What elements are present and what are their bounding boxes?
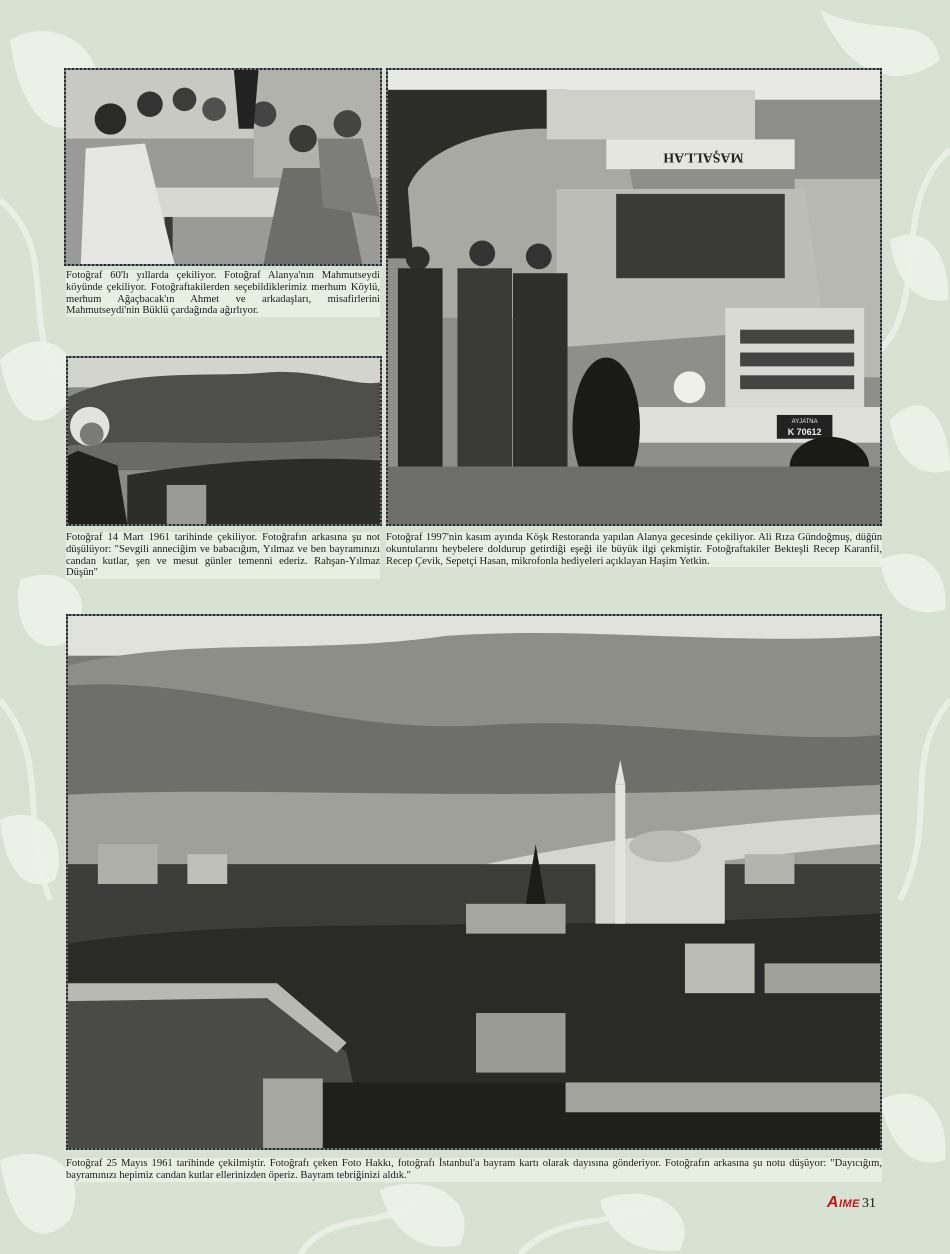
page-number: 31: [862, 1196, 876, 1211]
page-footer: [827, 1194, 876, 1212]
photo-truck: [386, 68, 882, 526]
magazine-logo: AIME: [826, 1194, 860, 1211]
photo-panorama-castle: [66, 614, 882, 1150]
caption-photo-3: Fotoğraf 1997'nin kasım ayında Köşk Restoranda yapılan Alanya gecesinde çekiliyor. Ali Rıza Gündoğmuş, düğün okuntularını heybelere doldurup getirdiği eşeği ile büyük ilgi çekmiştir. Fotoğraftakiler Bekteşli Recep Karanfil, Recep Çevik, Sepetçi Hasan, mikrofonla hediyeleri açıklayan Haşim Yetkin.: [386, 532, 882, 567]
caption-photo-1: Fotoğraf 60'lı yıllarda çekiliyor. Fotoğraf Alanya'nın Mahmutseydi köyünde çekiliyor. Fotoğraftakilerden seçebildiklerimiz merhum Köylü, merhum Ağaçbacak'ın Ahmet ve arkadaşları, misafirlerini Mahmutseydi'nin Büklü çardağında ağırlıyor.: [66, 270, 380, 317]
truck-sign-text: MAŞALLAH: [663, 149, 744, 165]
truck-plate-top: AYJATNA: [791, 418, 818, 425]
caption-photo-2: Fotoğraf 14 Mart 1961 tarihinde çekiliyor. Fotoğrafın arkasına şu not düşülüyor: "Sevgili anneciğim ve babacığım, Yılmaz ve ben bayramınızı candan kutlar, şen ve mesut günler temenni ederiz. Rahşan-Yılmaz Düşün": [66, 532, 380, 579]
photo-group-at-table: [64, 68, 382, 266]
photo-woman-harbor: [66, 356, 382, 526]
truck-plate: K 70612: [787, 426, 822, 437]
caption-photo-4: Fotoğraf 25 Mayıs 1961 tarihinde çekilmiştir. Fotoğrafı çeken Foto Hakkı, fotoğrafı İstanbul'a bayram kartı olarak dayısına gönderiyor. Fotoğrafın arkasına şu notu düşüyor: "Dayıcığım, bayramınızı hepimiz candan kutlar ellerinizden öperiz. Bayram tebriğinizi aldık.": [66, 1158, 882, 1181]
